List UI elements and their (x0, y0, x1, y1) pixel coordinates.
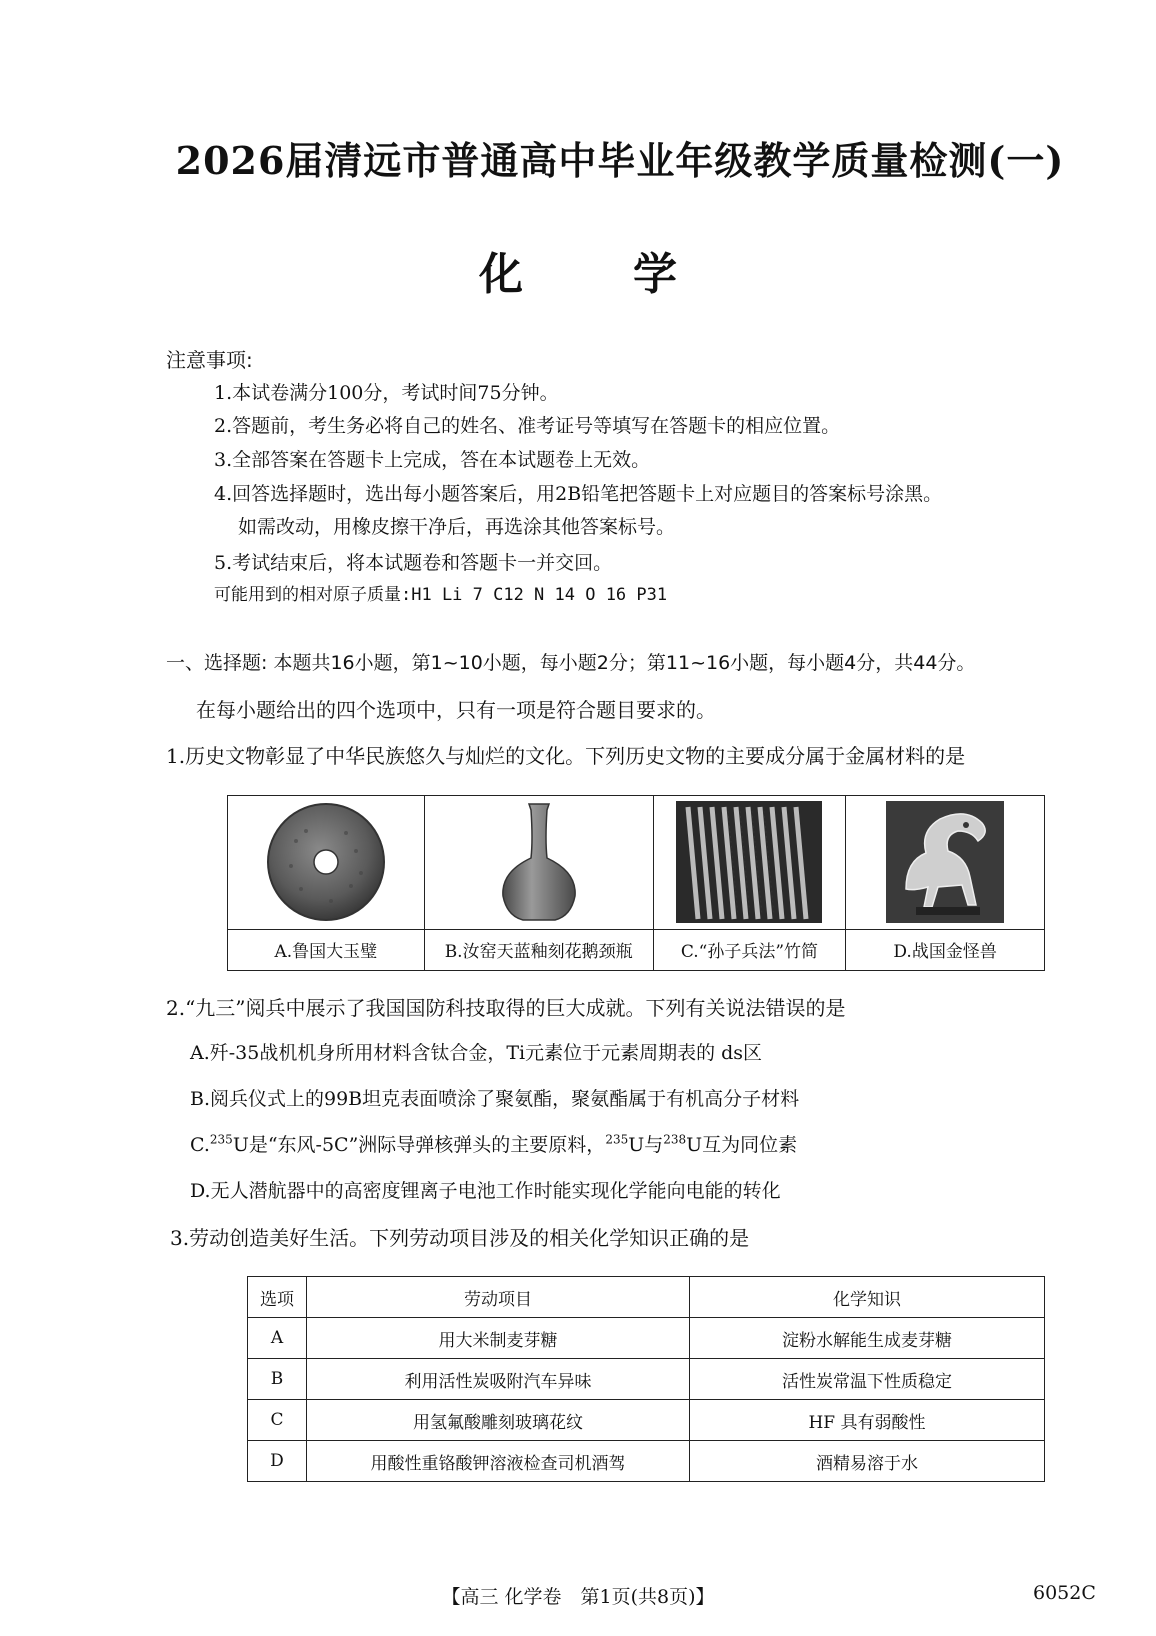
row-labor-item: 用大米制麦芽糖 (307, 1318, 690, 1359)
note-item: 2.答题前，考生务必将自己的姓名、准考证号等填写在答题卡的相应位置。 (214, 415, 841, 437)
row-option: B (248, 1359, 307, 1400)
row-option: A (248, 1318, 307, 1359)
option-b-caption: B.汝窑天蓝釉刻花鹅颈瓶 (424, 929, 653, 970)
paper-code: 6052C (1033, 1582, 1096, 1604)
row-chem-knowledge: 淀粉水解能生成麦芽糖 (690, 1318, 1045, 1359)
question-2-stem: 2.“九三”阅兵中展示了我国国防科技取得的巨大成就。下列有关说法错误的是 (166, 996, 846, 1020)
option-a-caption: A.鲁国大玉璧 (228, 929, 425, 970)
exam-title: 2026届清远市普通高中毕业年级教学质量检测(一) (175, 138, 1065, 183)
subject-title: 化学 (479, 249, 787, 300)
note-item: 4.回答选择题时，选出每小题答案后，用2B铅笔把答题卡上对应题目的答案标号涂黑。 (214, 483, 943, 505)
notes-heading: 注意事项: (166, 348, 253, 372)
note-item: 5.考试结束后，将本试题卷和答题卡一并交回。 (214, 552, 613, 574)
header-labor-item: 劳动项目 (307, 1277, 690, 1318)
question-1-stem: 1.历史文物彰显了中华民族悠久与灿烂的文化。下列历史文物的主要成分属于金属材料的是 (166, 744, 966, 768)
table-header-row (248, 1277, 1045, 1318)
note-item: 3.全部答案在答题卡上完成，答在本试题卷上无效。 (214, 449, 651, 471)
row-option: D (248, 1441, 307, 1482)
section-heading: 一、选择题: 本题共16小题，第1~10小题，每小题2分；第11~16小题，每小题4分，共44分。 (166, 652, 976, 674)
row-labor-item: 用氢氟酸雕刻玻璃花纹 (307, 1400, 690, 1441)
table-row (248, 1318, 1045, 1359)
note-item: 1.本试卷满分100分，考试时间75分钟。 (214, 382, 559, 404)
row-labor-item: 用酸性重铬酸钾溶液检查司机酒驾 (307, 1441, 690, 1482)
bamboo-slips-image (653, 796, 846, 930)
row-labor-item: 利用活性炭吸附汽车异味 (307, 1359, 690, 1400)
table-row (248, 1359, 1045, 1400)
question-2-option-d: D.无人潜航器中的高密度锂离子电池工作时能实现化学能向电能的转化 (190, 1180, 781, 1202)
table-row (248, 1400, 1045, 1441)
row-chem-knowledge: 活性炭常温下性质稳定 (690, 1359, 1045, 1400)
option-c-caption: C.“孙子兵法”竹简 (653, 929, 846, 970)
row-chem-knowledge: HF 具有弱酸性 (690, 1400, 1045, 1441)
q1-artifact-table (227, 795, 1045, 971)
note-item: 如需改动，用橡皮擦干净后，再选涂其他答案标号。 (238, 516, 676, 538)
question-3-stem: 3.劳动创造美好生活。下列劳动项目涉及的相关化学知识正确的是 (170, 1226, 750, 1250)
table-row (248, 1441, 1045, 1482)
question-2-option-b: B.阅兵仪式上的99B坦克表面喷涂了聚氨酯，聚氨酯属于有机高分子材料 (190, 1088, 800, 1110)
question-2-option-a: A.歼-35战机机身所用材料含钛合金，Ti元素位于元素周期表的 ds区 (190, 1042, 763, 1064)
row-option: C (248, 1400, 307, 1441)
jade-bi-image (228, 796, 425, 930)
page-footer: 【高三 化学卷 第1页(共8页)】 (441, 1586, 715, 1608)
question-2-option-c: C.$^{235}$U是“东风-5C”洲际导弹核弹头的主要原料，$^{235}$U与$^{238}$U互为同位素 (190, 1132, 798, 1156)
atomic-mass-note: 可能用到的相对原子质量:H1 Li 7 C12 N 14 O 16 P31 (214, 585, 668, 605)
header-chem-knowledge: 化学知识 (690, 1277, 1045, 1318)
ru-vase-image (424, 796, 653, 930)
row-chem-knowledge: 酒精易溶于水 (690, 1441, 1045, 1482)
option-d-caption: D.战国金怪兽 (846, 929, 1045, 970)
gold-beast-image (846, 796, 1045, 930)
q3-knowledge-table (247, 1276, 1045, 1482)
section-subheading: 在每小题给出的四个选项中，只有一项是符合题目要求的。 (196, 698, 716, 722)
header-option: 选项 (248, 1277, 307, 1318)
